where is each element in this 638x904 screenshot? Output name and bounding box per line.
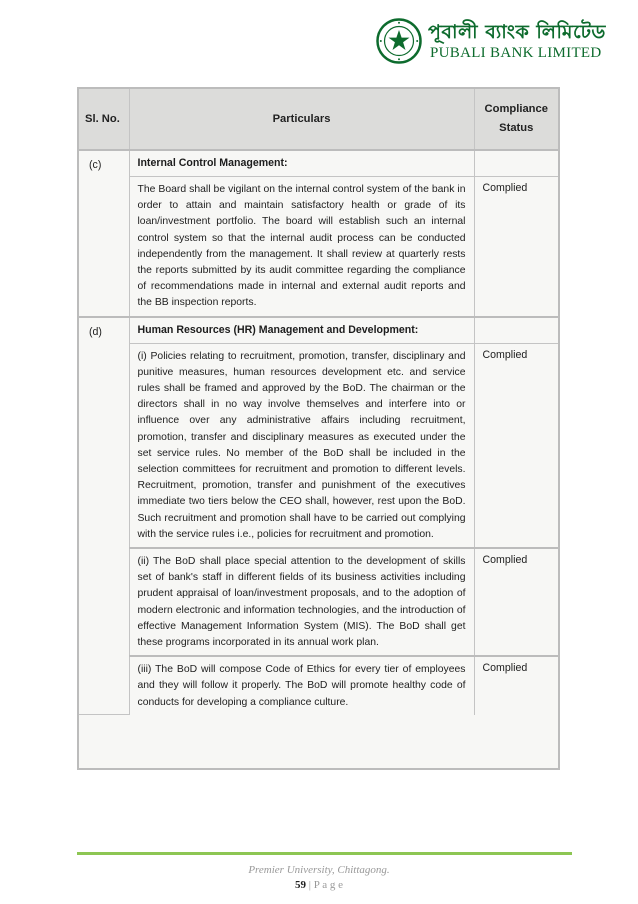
bank-seal-icon xyxy=(376,18,422,64)
status-header-line-1: Compliance xyxy=(484,103,548,115)
sl-number: (c) xyxy=(79,150,129,317)
compliance-status: Complied xyxy=(474,177,558,317)
table-row xyxy=(79,150,558,177)
page-number: 59 xyxy=(295,879,307,891)
table-row xyxy=(79,177,558,317)
compliance-table-image xyxy=(77,87,560,770)
page-label: | P a g e xyxy=(308,879,343,891)
particulars-header: Particulars xyxy=(129,89,474,150)
compliance-status: Complied xyxy=(474,548,558,656)
status-header-line-2: Status xyxy=(499,122,534,134)
table-header-row xyxy=(79,89,558,150)
table-row xyxy=(79,317,558,344)
compliance-status: Complied xyxy=(482,662,528,675)
sl-number: (d) xyxy=(79,317,129,715)
status-spacer xyxy=(474,150,558,177)
section-title: Human Resources (HR) Management and Development: xyxy=(129,317,474,344)
compliance-table xyxy=(79,89,558,715)
table-row xyxy=(79,548,558,656)
particulars-text: (ii) The BoD shall place special attention to the development of skills set of bank's staff in different fields of its business activities including prudent appraisal of loan/investment proposals, and to the adoption of modern electronic and information technologies, and the introduction of effective Management Information System (MIS). The BoD shall get these programs incorporated in its annual work plan. xyxy=(129,548,474,656)
footer-divider xyxy=(77,852,572,855)
particulars-text: (i) Policies relating to recruitment, promotion, transfer, disciplinary and punitive measures, human resources development etc. and service rules shall be framed and approved by the BoD. The chairman or the directors shall in no way involve themselves and interfere into or influence over any administrative affairs including recruitment, promotion, transfer and disciplinary measures as executed under the set service rules. No member of the BoD shall be included in the selection committees for recruitment and promotion to different levels. Recruitment, promotion, transfer and punishment of the executives immediate two tiers below the CEO shall, however, rest upon the BoD. Such recruitment and promotion shall have to be carried out complying with the service rules i.e., policies for recruitment and promotion. xyxy=(129,343,474,548)
particulars-text: (iii) The BoD will compose Code of Ethics for every tier of employees and they will follow it properly. The BoD will promote healthy code of conducts for developing a compliance culture. xyxy=(129,656,474,715)
compliance-status: Complied xyxy=(474,343,558,548)
compliance-status-header xyxy=(474,89,558,150)
section-title: Internal Control Management: xyxy=(129,150,474,177)
footer-page-number xyxy=(0,879,638,891)
status-spacer xyxy=(474,317,558,344)
table-row xyxy=(79,656,558,715)
table-row xyxy=(79,343,558,548)
footer-institution: Premier University, Chittagong. xyxy=(248,864,390,876)
sl-no-header: Sl. No. xyxy=(79,89,129,150)
bank-logo xyxy=(376,18,606,66)
particulars-text: The Board shall be vigilant on the internal control system of the bank in order to attain and maintain satisfactory health or grade of its loan/investment portfolio. The board will establish such an internal control system so that the internal audit process can be conducted independently from the management. It shall review at quarterly rests the reports submitted by its audit committee regarding the compliance of recommendations made in internal and external audit reports and the BB inspection reports. xyxy=(129,177,474,317)
bank-name-english: PUBALI BANK LIMITED xyxy=(430,45,602,61)
bank-name-bangla: পূবালী ব্যাংক লিমিটেড xyxy=(428,21,606,43)
